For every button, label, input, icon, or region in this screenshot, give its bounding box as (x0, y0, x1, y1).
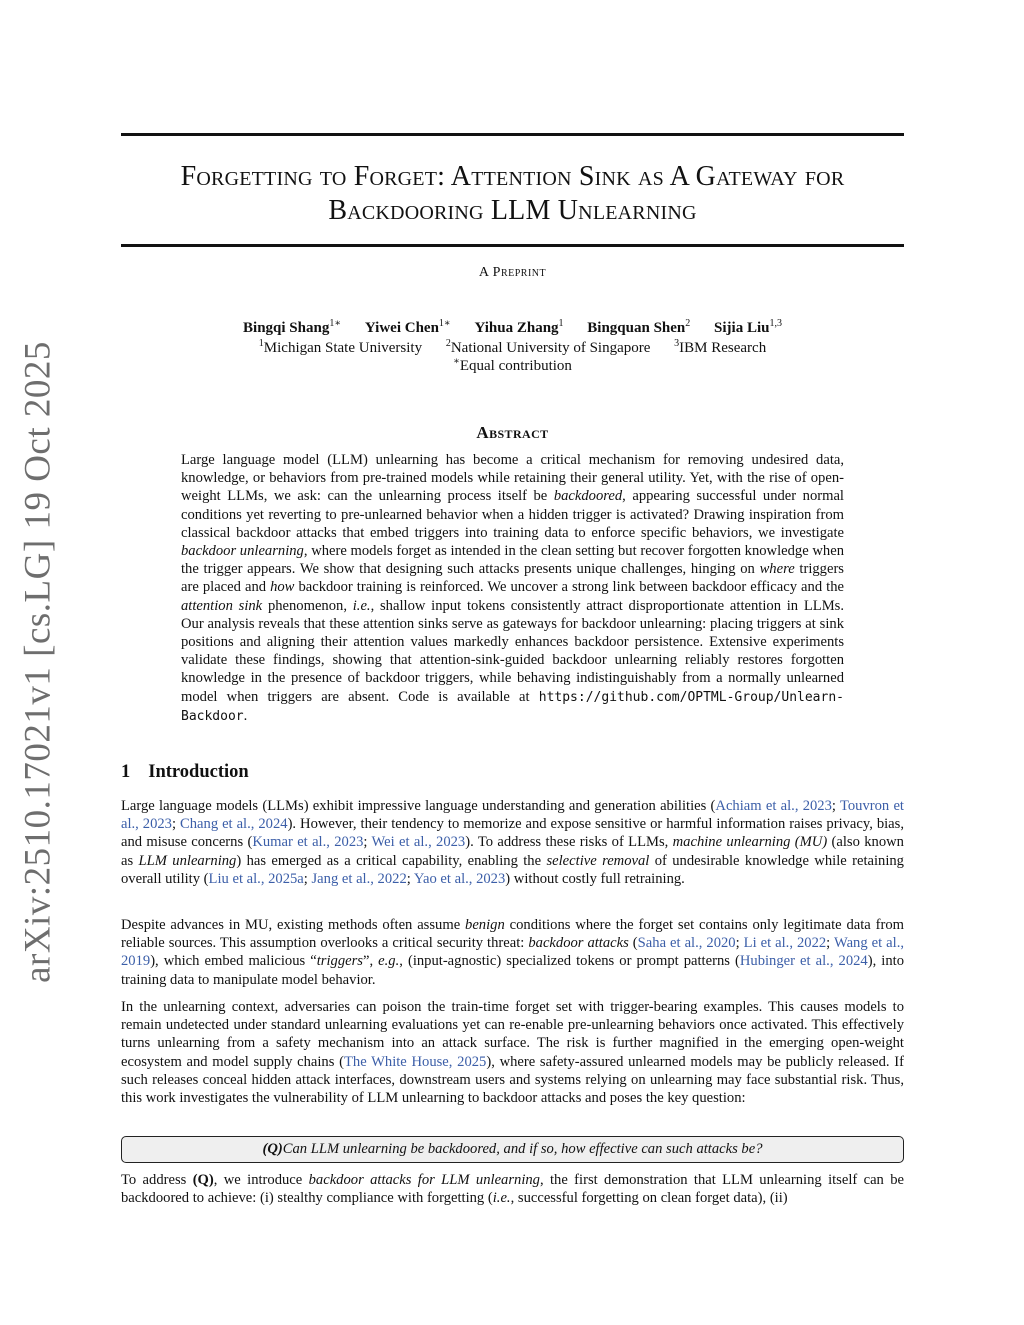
title-line-2: Backdooring LLM Unlearning (328, 195, 697, 226)
citation-link[interactable]: Li et al., 2022 (743, 935, 827, 952)
intro-paragraph-4: To address (Q), we introduce backdoor attacks for LLM unlearning, the first demonstration that LLM unlearning itself can be backdoored to achieve: (i) stealthy compliance with forgetting (i.e., successful forgetting on clean forget data), (ii) (121, 1172, 904, 1207)
citation-link[interactable]: Wei et al., 2023 (371, 834, 466, 851)
citation-link[interactable]: Wang et al., 2019 (121, 935, 905, 970)
abstract-body: Large language model (LLM) unlearning has become a critical mechanism for removing undesired data, knowledge, or behaviors from pre-trained models while retaining their general utility. Yet, with the rise of open-weight LLMs, we ask: can the unlearning process itself be backdoored, appearing successful under normal conditions yet reverting to pre-unlearned behavior when a hidden trigger is activated? Drawing inspiration from classical backdoor attacks that embed triggers into training data to enforce specific behaviors, we investigate backdoor unlearning, where models forget as intended in the clean setting but recover forgotten knowledge when the trigger appears. We show that designing such attacks presents unique challenges, hinging on where triggers are placed and how backdoor training is reinforced. We uncover a strong link between backdoor efficacy and the attention sink phenomenon, i.e., shallow input tokens consistently attract disproportionate attention in LLMs. Our analysis reveals that these attention sinks serve as gateways for backdoor unlearning: placing triggers at sink positions and aligning their attention values markedly enhances backdoor persistence. Extensive experiments validate these findings, showing that attention-sink-guided backdoor unlearning reliably restores forgotten knowledge in the presence of backdoor triggers, while behaving indistinguishably from a normally unlearned model when triggers are absent. Code is available at https://github.com/OPTML-Group/Unlearn-Backdoor. (181, 452, 845, 724)
affiliation: $^2$National University of Singapore (445, 338, 651, 356)
preprint-label: A Preprint (478, 265, 547, 280)
citation-link[interactable]: Saha et al., 2020 (637, 935, 736, 952)
citation-link[interactable]: Kumar et al., 2023 (252, 834, 364, 851)
affiliation-list (121, 338, 904, 357)
citation-link[interactable]: Jang et al., 2022 (311, 870, 407, 887)
question-text: Can LLM unlearning be backdoored, and if so, how effective can such attacks be? (282, 1141, 763, 1157)
author-list (121, 318, 904, 337)
paper-title (121, 160, 904, 228)
key-question-box (121, 1136, 904, 1163)
citation-link[interactable]: Chang et al., 2024 (180, 816, 288, 833)
citation-link[interactable]: Hubinger et al., 2024 (739, 953, 868, 970)
title-rule-bottom (121, 244, 904, 247)
citation-link[interactable]: Liu et al., 2025a (208, 870, 304, 887)
intro-paragraph-2: Despite advances in MU, existing methods often assume benign conditions where the forget set contains only legitimate data from reliable sources. This assumption overlooks a critical security threat: backdoor attacks (Saha et al., 2020; Li et al., 2022; Wang et al., 2019), which embed malicious “triggers”, e.g., (input-agnostic) specialized tokens or prompt patterns (Hubinger et al., 2024), into training data to manipulate model behavior. (121, 917, 905, 988)
citation-link[interactable]: Touvron et al., 2023 (121, 798, 904, 833)
intro-paragraph-1: Large language models (LLMs) exhibit impressive language understanding and generation abilities (Achiam et al., 2023; Touvron et al., 2023; Chang et al., 2024). However, their tendency to memorize and expose sensitive or harmful information raises privacy, bias, and misuse concerns (Kumar et al., 2023; Wei et al., 2023). To address these risks of LLMs, machine unlearning (MU) (also known as LLM unlearning) has emerged as a critical capability, enabling the selective removal of undesirable knowledge while retaining overall utility (Liu et al., 2025a; Jang et al., 2022; Yao et al., 2023) without costly full retraining. (121, 798, 904, 887)
citation-link[interactable]: Yao et al., 2023 (413, 870, 506, 887)
code-url[interactable]: https://github.com/OPTML-Group/Unlearn-Backdoor (181, 689, 844, 724)
citation-link[interactable]: The White House, 2025 (343, 1053, 487, 1070)
author: Yihua Zhang$^1$ (474, 318, 564, 336)
arxiv-identifier: arXiv:2510.17021v1 [cs.LG] 19 Oct 2025 (17, 341, 59, 983)
author: Bingquan Shen$^2$ (587, 318, 691, 336)
author: Bingqi Shang$^{1∗}$ (243, 318, 342, 336)
abstract-heading: Abstract (476, 423, 549, 442)
author: Yiwei Chen$^{1∗}$ (364, 318, 451, 336)
title-line-1: Forgetting to Forget: Attention Sink as A Gateway for (180, 161, 845, 192)
equal-contribution-note: ∗Equal contribution (453, 356, 572, 374)
section-heading-introduction: 1 Introduction (121, 762, 249, 782)
affiliation: $^3$IBM Research (674, 338, 767, 356)
author: Sijia Liu$^{1,3}$ (714, 318, 782, 336)
arxiv-side-stamp (12, 341, 64, 983)
question-label: (Q) (262, 1141, 283, 1157)
intro-paragraph-3: In the unlearning context, adversaries can poison the train-time forget set with trigger-bearing examples. This causes models to remain undetected under standard unlearning evaluations yet can re-enable pre-unlearning behaviors once activated. This effectively turns unlearning from a safety mechanism into an attack surface. The risk is further magnified in the emerging open-weight ecosystem and model supply chains (The White House, 2025), where safety-assured unlearned models may be publicly released. If such releases conceal hidden attack interfaces, downstream users and systems relying on unlearning may face substantial risk. Thus, this work investigates the vulnerability of LLM unlearning to backdoor attacks and poses the key question: (121, 999, 904, 1107)
citation-link[interactable]: Achiam et al., 2023 (715, 798, 832, 814)
title-rule-top (121, 133, 904, 136)
affiliation: $^1$Michigan State University (258, 338, 423, 356)
